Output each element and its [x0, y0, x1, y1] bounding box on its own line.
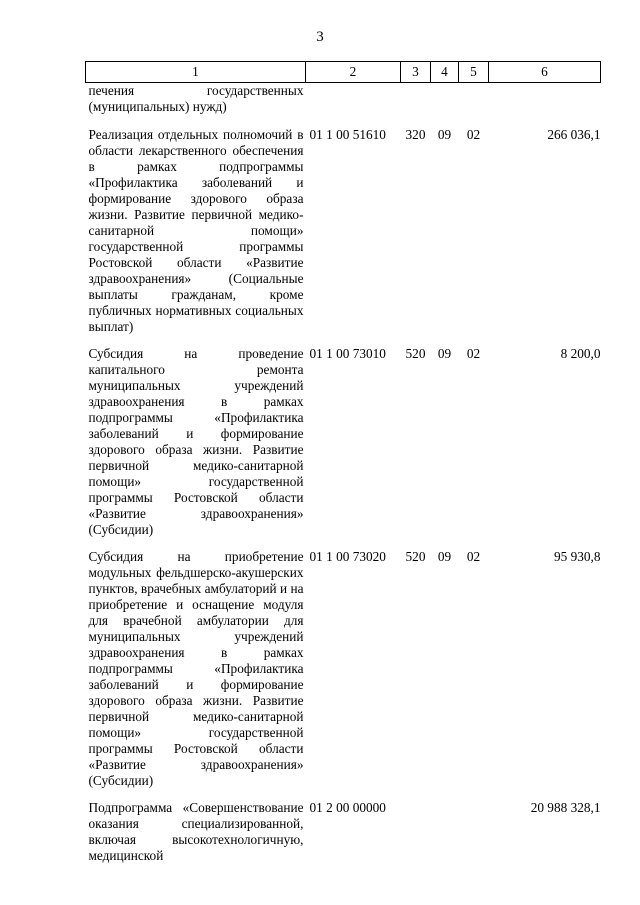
header-col-3: 3 [401, 62, 431, 83]
row-amount: 20 988 328,1 [530, 800, 601, 815]
row-name: Субсидия на проведение капитального ремонта муниципальных учреждений здравоохранения в рамках подпрограммы «Профилактика заболеваний и формирование здорового образа жизни. Развитие первичной медико-санитарной помощи» государственной программы Ростовской области «Развитие здравоохранения» (Субсидии) [88, 346, 304, 537]
row-code: 01 1 00 51610 [309, 127, 386, 142]
table-row [86, 800, 601, 875]
header-col-1: 1 [86, 62, 306, 83]
row-amount: 266 036,1 [547, 127, 601, 142]
budget-table [85, 61, 601, 875]
header-col-4: 4 [431, 62, 459, 83]
table-row [86, 127, 601, 346]
row-code: 01 2 00 00000 [309, 800, 386, 815]
row-pr: 02 [466, 549, 481, 564]
row-code: 01 1 00 73020 [309, 549, 386, 564]
row-pr: 02 [466, 127, 481, 142]
row-vr [401, 800, 431, 875]
continuation-row [86, 83, 601, 128]
row-rz: 09 [437, 346, 452, 361]
row-name: Подпрограмма «Совершенствование оказания специализированной, включая высокотехнологичную, медицинской [88, 800, 304, 863]
row-vr: 520 [405, 549, 426, 564]
header-col-2: 2 [306, 62, 401, 83]
continuation-text: печения государственных (муниципальных) нужд) [88, 83, 304, 114]
row-amount: 95 930,8 [553, 549, 601, 564]
header-col-5: 5 [459, 62, 489, 83]
row-amount: 8 200,0 [560, 346, 601, 361]
row-pr [459, 800, 489, 875]
row-rz [431, 800, 459, 875]
row-rz: 09 [437, 127, 452, 142]
row-vr: 320 [405, 127, 426, 142]
header-row [86, 62, 601, 83]
row-name: Субсидия на приобретение модульных фельдшерско-акушерских пунктов, врачебных амбулаторий и на приобретение и оснащение модуля для врачебной амбулатории для муниципальных учреждений здравоохранения в рамках подпрограммы «Профилактика заболеваний и формирование здорового образа жизни. Развитие первичной медико-санитарной помощи» государственной программы Ростовской области «Развитие здравоохранения» (Субсидии) [88, 549, 304, 788]
row-pr: 02 [466, 346, 481, 361]
row-name: Реализация отдельных полномочий в области лекарственного обеспечения в рамках подпрограммы «Профилактика заболеваний и формирование здорового образа жизни. Развитие первичной медико-санитарной помощи» государственной программы Ростовской области «Развитие здравоохранения» (Социальные выплаты гражданам, кроме публичных нормативных социальных выплат) [88, 127, 304, 334]
row-rz: 09 [437, 549, 452, 564]
table-row [86, 346, 601, 549]
table-row [86, 549, 601, 800]
header-col-6: 6 [489, 62, 601, 83]
row-code: 01 1 00 73010 [309, 346, 386, 361]
page-number: 3 [316, 29, 324, 45]
row-vr: 520 [405, 346, 426, 361]
